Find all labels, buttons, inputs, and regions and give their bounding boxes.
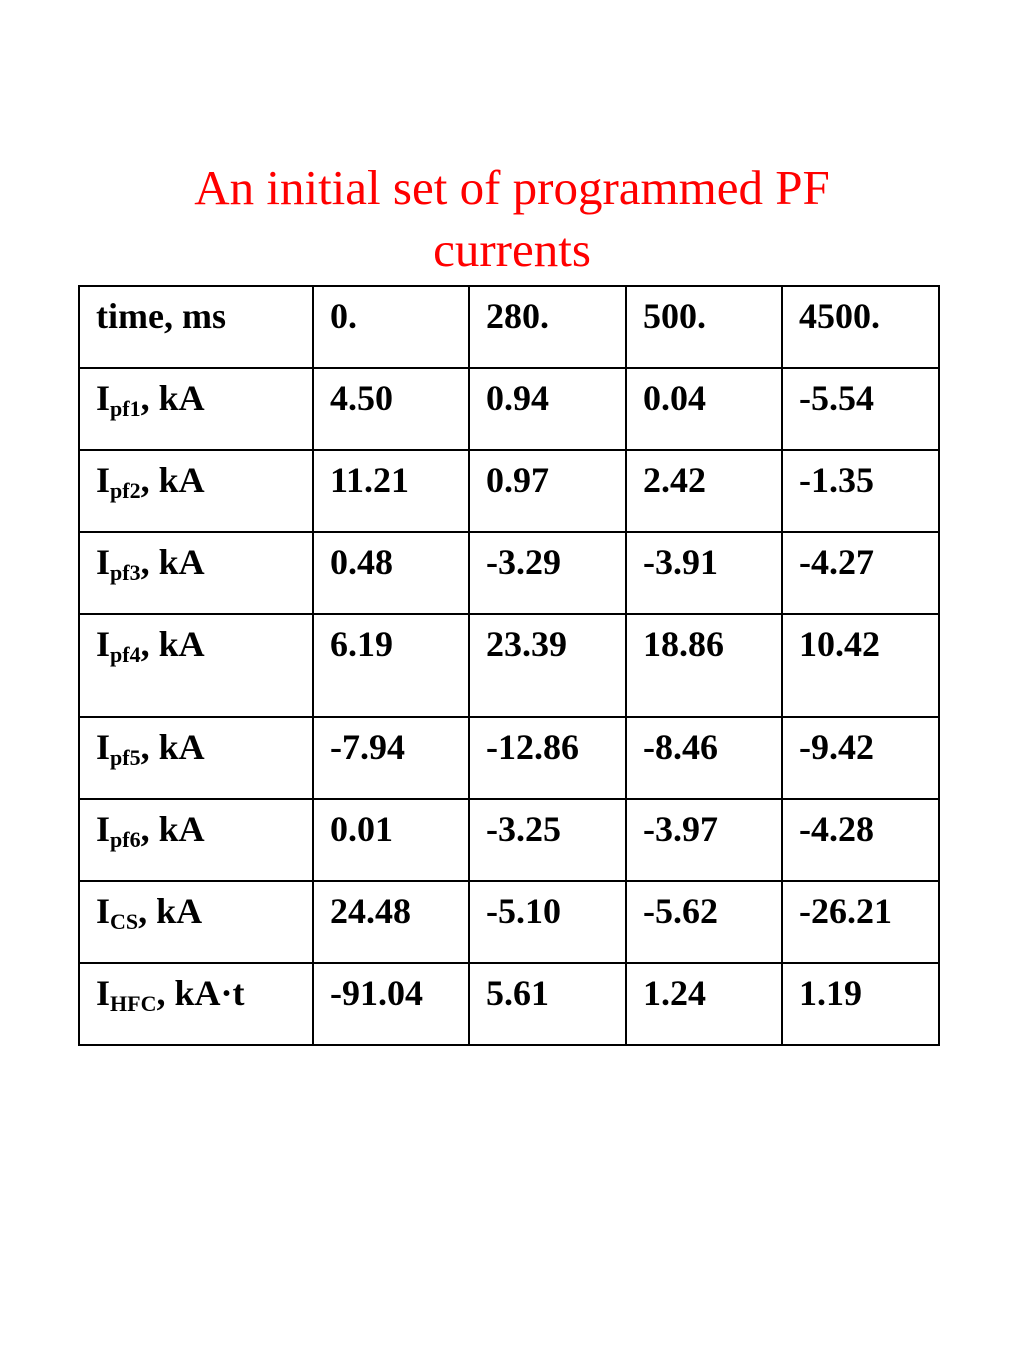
row-label-cell: [79, 614, 313, 717]
value-cell: 1.19: [782, 963, 939, 1045]
row-label-cell: [79, 717, 313, 799]
row-label-subscript: pf1: [110, 396, 141, 421]
value-cell: 18.86: [626, 614, 782, 717]
header-time-cell: 280.: [469, 286, 626, 368]
value-cell: -8.46: [626, 717, 782, 799]
value-cell: 0.01: [313, 799, 469, 881]
value-cell: -26.21: [782, 881, 939, 963]
row-label-main: I: [96, 891, 111, 931]
row-label-subscript: pf5: [110, 745, 141, 770]
value-cell: 0.48: [313, 532, 469, 614]
value-cell: -4.28: [782, 799, 939, 881]
value-cell: -12.86: [469, 717, 626, 799]
value-cell: -5.54: [782, 368, 939, 450]
header-time-cell: 500.: [626, 286, 782, 368]
row-label-unit: , kA·t: [156, 973, 245, 1013]
table-row: [79, 799, 939, 881]
value-cell: 6.19: [313, 614, 469, 717]
slide-title-line-1: An initial set of programmed PF: [194, 159, 830, 215]
row-label-cell: [79, 799, 313, 881]
row-label-main: I: [96, 542, 111, 582]
slide-title: [0, 157, 1024, 281]
row-label-main: I: [96, 460, 111, 500]
row-label-subscript: HFC: [110, 991, 157, 1016]
value-cell: -9.42: [782, 717, 939, 799]
row-label-main: I: [96, 624, 111, 664]
table-row: [79, 963, 939, 1045]
value-cell: -4.27: [782, 532, 939, 614]
row-label-subscript: pf2: [110, 478, 141, 503]
row-label-subscript: pf6: [110, 827, 141, 852]
value-cell: 0.04: [626, 368, 782, 450]
value-cell: -1.35: [782, 450, 939, 532]
header-label-cell: time, ms: [79, 286, 313, 368]
row-label-unit: , kA: [140, 624, 205, 664]
row-label-unit: , kA: [140, 727, 205, 767]
table-row: [79, 532, 939, 614]
header-time-cell: 4500.: [782, 286, 939, 368]
table-row: [79, 450, 939, 532]
value-cell: -3.29: [469, 532, 626, 614]
row-label-main: I: [96, 973, 111, 1013]
value-cell: 24.48: [313, 881, 469, 963]
value-cell: -91.04: [313, 963, 469, 1045]
table-header-row: [79, 286, 939, 368]
value-cell: 0.94: [469, 368, 626, 450]
row-label-cell: [79, 532, 313, 614]
row-label-unit: , kA: [138, 891, 203, 931]
value-cell: 23.39: [469, 614, 626, 717]
value-cell: -3.25: [469, 799, 626, 881]
pf-currents-table: [78, 285, 940, 1046]
value-cell: 11.21: [313, 450, 469, 532]
header-time-cell: 0.: [313, 286, 469, 368]
row-label-cell: [79, 368, 313, 450]
value-cell: 4.50: [313, 368, 469, 450]
table-row: [79, 717, 939, 799]
value-cell: 2.42: [626, 450, 782, 532]
row-label-main: I: [96, 378, 111, 418]
row-label-cell: [79, 963, 313, 1045]
value-cell: -5.62: [626, 881, 782, 963]
value-cell: -3.91: [626, 532, 782, 614]
value-cell: -5.10: [469, 881, 626, 963]
value-cell: 1.24: [626, 963, 782, 1045]
value-cell: -3.97: [626, 799, 782, 881]
table-row: [79, 368, 939, 450]
row-label-subscript: pf4: [110, 642, 141, 667]
row-label-unit: , kA: [140, 809, 205, 849]
row-label-main: I: [96, 727, 111, 767]
value-cell: -7.94: [313, 717, 469, 799]
value-cell: 0.97: [469, 450, 626, 532]
value-cell: 5.61: [469, 963, 626, 1045]
row-label-cell: [79, 450, 313, 532]
table-row: [79, 881, 939, 963]
row-label-subscript: pf3: [110, 560, 141, 585]
value-cell: 10.42: [782, 614, 939, 717]
row-label-unit: , kA: [140, 542, 205, 582]
table-row: [79, 614, 939, 717]
row-label-subscript: CS: [110, 909, 139, 934]
row-label-unit: , kA: [140, 378, 205, 418]
slide-title-line-2: currents: [433, 221, 591, 277]
row-label-cell: [79, 881, 313, 963]
row-label-unit: , kA: [140, 460, 205, 500]
row-label-main: I: [96, 809, 111, 849]
